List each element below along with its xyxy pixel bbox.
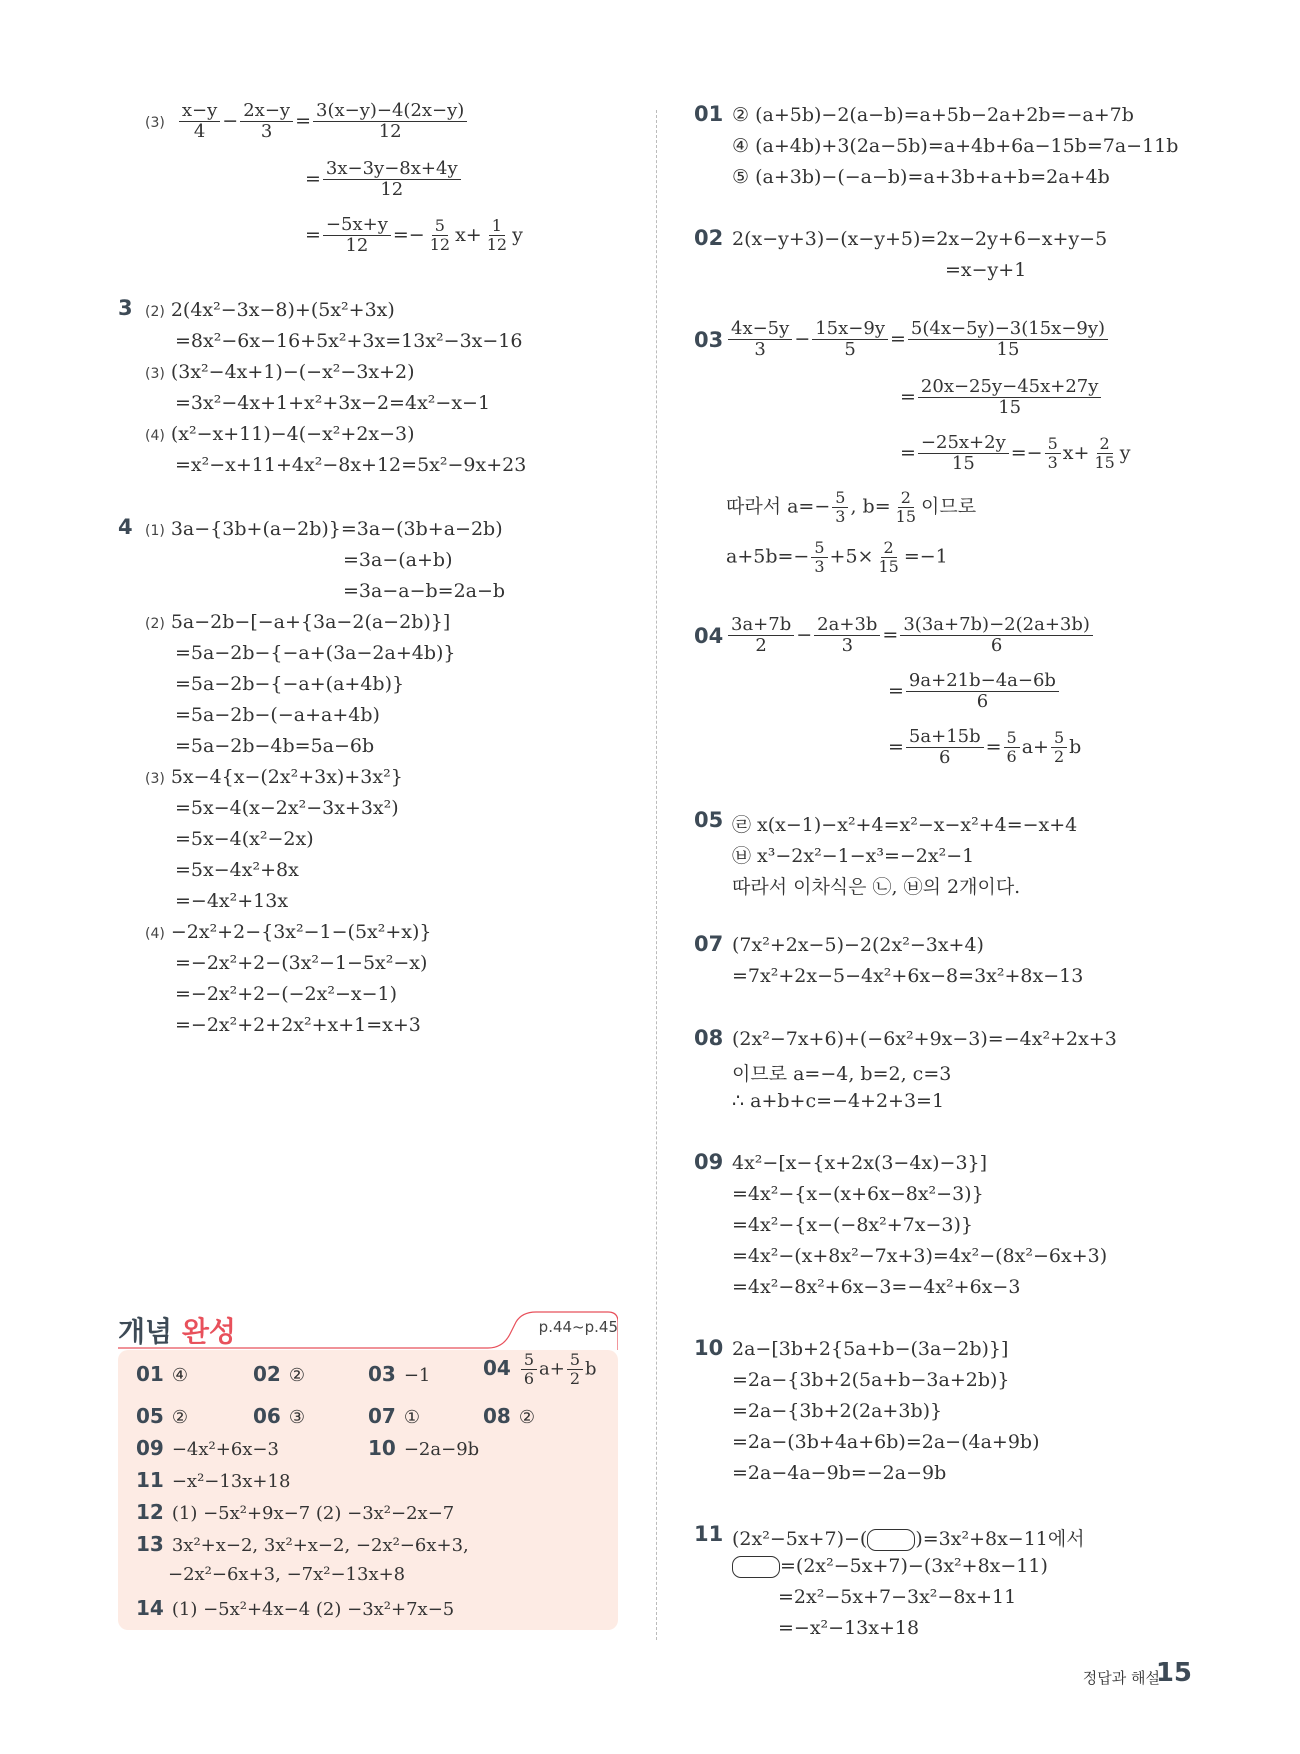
q10-line1: 2a−[3b+2{5a+b−(3a−2b)}]	[732, 1338, 1009, 1360]
q02-line2: =x−y+1	[945, 259, 1027, 281]
q01-line3: ⑤ (a+3b)−(−a−b)=a+3b+a+b=2a+4b	[732, 166, 1110, 188]
q10-number: 10	[694, 1336, 724, 1360]
answer-01: 01 ④	[136, 1362, 188, 1386]
p2-3-line1: (3) $\frac{x-y}{4}$ − $\frac{2x-y}{3}$ = $\frac{3(x-y)-4(2x-y)}{12}$	[145, 102, 469, 142]
q09-line3: =4x²−{x−(−8x²+7x−3)}	[732, 1214, 973, 1236]
p4-2-line4: =5a−2b−(−a+a+4b)	[175, 704, 380, 726]
q10-line2: =2a−{3b+2(5a+b−3a+2b)}	[732, 1369, 1010, 1391]
p4-3-line2: =5x−4(x−2x²−3x+3x²)	[175, 797, 399, 819]
q04-line3: = $\frac{5a+15b}{6}$ = $\frac{5}{6}$ a+ $\frac{5}{2}$ b	[888, 726, 1082, 768]
q11-line3: =2x²−5x+7−3x²−8x+11	[778, 1586, 1017, 1608]
q04-number: 04	[694, 624, 724, 648]
p3-4b: =x²−x+11+4x²−8x+12=5x²−9x+23	[175, 454, 527, 476]
q03-line3: = $\frac{-25x+2y}{15}$ =− $\frac{5}{3}$ x+ $\frac{2}{15}$ y	[900, 432, 1131, 474]
q09-line2: =4x²−{x−(x+6x−8x²−3)}	[732, 1183, 984, 1205]
q08-line2: 이므로 a=−4, b=2, c=3	[732, 1063, 952, 1085]
answer-09: 09 −4x²+6x−3	[136, 1436, 279, 1460]
p4-4-line2: =−2x²+2−(3x²−1−5x²−x)	[175, 952, 428, 974]
page-number: 15	[1155, 1658, 1192, 1688]
q09-number: 09	[694, 1150, 724, 1174]
q07-number: 07	[694, 932, 724, 956]
q05-number: 05	[694, 808, 724, 832]
q09-line4: =4x²−(x+8x²−7x+3)=4x²−(8x²−6x+3)	[732, 1245, 1108, 1267]
q01-number: 01	[694, 102, 724, 126]
p4-3-line3: =5x−4(x²−2x)	[175, 828, 314, 850]
summary-box	[118, 1350, 618, 1630]
answer-05: 05 ②	[136, 1404, 188, 1428]
answer-08: 08 ②	[483, 1404, 535, 1428]
p3-2b: =8x²−6x−16+5x²+3x=13x²−3x−16	[175, 330, 523, 352]
column-divider	[656, 110, 657, 1640]
summary-page-range: p.44~p.45	[538, 1318, 618, 1336]
p4-1c: =3a−a−b=2a−b	[343, 580, 506, 602]
problem-4-number: 4	[118, 515, 133, 539]
q10-line4: =2a−(3b+4a+6b)=2a−(4a+9b)	[732, 1431, 1040, 1453]
p4-2-line2: =5a−2b−{−a+(3a−2a+4b)}	[175, 642, 456, 664]
p4-2-line5: =5a−2b−4b=5a−6b	[175, 735, 375, 757]
p3-2a: (2) 2(4x²−3x−8)+(5x²+3x)	[145, 299, 395, 321]
answer-11: 11 −x²−13x+18	[136, 1468, 291, 1492]
answer-03: 03 −1	[368, 1362, 431, 1386]
q04-line1: $\frac{3a+7b}{2}$ − $\frac{2a+3b}{3}$ = $\frac{3(3a+7b)-2(2a+3b)}{6}$	[726, 616, 1095, 656]
q01-line1: ② (a+5b)−2(a−b)=a+5b−2a+2b=−a+7b	[732, 104, 1134, 126]
p4-2-line1: (2) 5a−2b−[−a+{3a−2(a−2b)}]	[145, 611, 451, 633]
q11-line1: (2x²−5x+7)−( )=3x²+8x−11에서	[732, 1528, 1085, 1550]
q03-conclusion1: 따라서 a=− $\frac{5}{3}$ , b= $\frac{2}{15}$ 이므로	[726, 488, 977, 526]
q08-line3: ∴ a+b+c=−4+2+3=1	[732, 1090, 945, 1112]
q05-line3: 따라서 이차식은 ㉡, ㉥의 2개이다.	[732, 876, 1021, 898]
p3-4a: (4) (x²−x+11)−4(−x²+2x−3)	[145, 423, 415, 445]
blank-box	[732, 1556, 780, 1578]
answer-13: 13 3x²+x−2, 3x²+x−2, −2x²−6x+3,	[136, 1532, 469, 1556]
q03-line2: = $\frac{20x-25y-45x+27y}{15}$	[900, 378, 1103, 418]
q09-line1: 4x²−[x−{x+2x(3−4x)−3}]	[732, 1152, 988, 1174]
q03-line1: $\frac{4x-5y}{3}$ − $\frac{15x-9y}{5}$ = $\frac{5(4x-5y)-3(15x-9y)}{15}$	[726, 320, 1110, 360]
q08-line1: (2x²−7x+6)+(−6x²+9x−3)=−4x²+2x+3	[732, 1028, 1117, 1050]
answer-12: 12 (1) −5x²+9x−7 (2) −3x²−2x−7	[136, 1500, 455, 1524]
p4-4-line3: =−2x²+2−(−2x²−x−1)	[175, 983, 397, 1005]
p4-2-line3: =5a−2b−{−a+(a+4b)}	[175, 673, 405, 695]
q07-line1: (7x²+2x−5)−2(2x²−3x+4)	[732, 934, 984, 956]
summary-title: 개념 완성	[118, 1315, 236, 1348]
p3-3b: =3x²−4x+1+x²+3x−2=4x²−x−1	[175, 392, 491, 414]
footer-section-label: 정답과 해설	[1082, 1669, 1160, 1687]
answer-06: 06 ③	[253, 1404, 305, 1428]
answer-07: 07 ①	[368, 1404, 420, 1428]
p4-3-line4: =5x−4x²+8x	[175, 859, 299, 881]
p4-3-line5: =−4x²+13x	[175, 890, 289, 912]
q01-line2: ④ (a+4b)+3(2a−5b)=a+4b+6a−15b=7a−11b	[732, 135, 1179, 157]
summary-header	[118, 1310, 618, 1350]
q02-line1: 2(x−y+3)−(x−y+5)=2x−2y+6−x+y−5	[732, 228, 1108, 250]
answer-13-cont: −2x²−6x+3, −7x²−13x+8	[168, 1564, 406, 1585]
p3-3a: (3) (3x²−4x+1)−(−x²−3x+2)	[145, 361, 415, 383]
answer-14: 14 (1) −5x²+4x−4 (2) −3x²+7x−5	[136, 1596, 455, 1620]
q05-line1: ㉣ x(x−1)−x²+4=x²−x−x²+4=−x+4	[732, 814, 1078, 836]
p4-1b: =3a−(a+b)	[343, 549, 453, 571]
q03-number: 03	[694, 328, 724, 352]
answer-04: 04 $\frac{5}{6}$ a+ $\frac{5}{2}$ b	[483, 1350, 597, 1388]
q08-number: 08	[694, 1026, 724, 1050]
blank-box	[867, 1529, 915, 1551]
p4-3-line1: (3) 5x−4{x−(2x²+3x)+3x²}	[145, 766, 403, 788]
q05-line2: ㉥ x³−2x²−1−x³=−2x²−1	[732, 845, 975, 867]
q02-number: 02	[694, 226, 724, 250]
p4-4-line1: (4) −2x²+2−{3x²−1−(5x²+x)}	[145, 921, 432, 943]
p4-1a: (1) 3a−{3b+(a−2b)}=3a−(3b+a−2b)	[145, 518, 503, 540]
q10-line5: =2a−4a−9b=−2a−9b	[732, 1462, 947, 1484]
p4-4-line4: =−2x²+2+2x²+x+1=x+3	[175, 1014, 421, 1036]
q03-conclusion2: a+5b=− $\frac{5}{3}$ +5× $\frac{2}{15}$ =−1	[726, 538, 948, 576]
q11-line2: =(2x²−5x+7)−(3x²+8x−11)	[732, 1555, 1048, 1578]
q07-line2: =7x²+2x−5−4x²+6x−8=3x²+8x−13	[732, 965, 1084, 987]
q09-line5: =4x²−8x²+6x−3=−4x²+6x−3	[732, 1276, 1021, 1298]
problem-3-number: 3	[118, 296, 133, 320]
p2-3-line2: = $\frac{3x-3y-8x+4y}{12}$	[305, 160, 463, 200]
q11-line4: =−x²−13x+18	[778, 1617, 920, 1639]
answer-10: 10 −2a−9b	[368, 1436, 480, 1460]
q04-line2: = $\frac{9a+21b-4a-6b}{6}$	[888, 672, 1061, 712]
answer-02: 02 ②	[253, 1362, 305, 1386]
p2-3-line3: = $\frac{-5x+y}{12}$ =− $\frac{5}{12}$ x+ $\frac{1}{12}$ y	[305, 214, 523, 256]
q10-line3: =2a−{3b+2(2a+3b)}	[732, 1400, 943, 1422]
q11-number: 11	[694, 1522, 724, 1546]
